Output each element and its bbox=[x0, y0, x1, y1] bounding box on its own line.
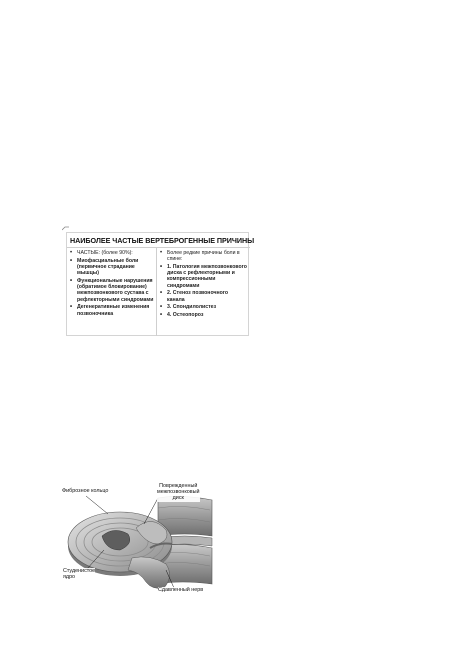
table-column-frequent bbox=[67, 248, 157, 336]
corner-mark-icon bbox=[62, 226, 69, 231]
label-annulus: Фиброзное кольцо bbox=[62, 488, 109, 494]
label-line: Поврежденный bbox=[159, 483, 198, 489]
list-item bbox=[159, 264, 247, 289]
list-item: • ЧАСТЫЕ: (более 90%): bbox=[69, 250, 154, 256]
item-text: Патология межпозвонкового диска с рефлекторными и компрессионными синдромами bbox=[167, 264, 247, 289]
causes-table bbox=[66, 232, 255, 336]
list-item bbox=[159, 312, 247, 318]
list-item: • Дегенеративные изменения позвоночника bbox=[69, 304, 154, 316]
item-number: 3. bbox=[167, 304, 172, 311]
item-text: Стеноз позвоночного канала bbox=[167, 290, 229, 303]
item-number: 4. bbox=[167, 312, 172, 319]
item-text: Спондилолистез bbox=[172, 304, 217, 311]
list-item: • Функциональные нарушения (обратимое блокирование) межпозвонкового сустава с рефлекторными синдромами bbox=[69, 278, 154, 303]
label-nerve: Сдавленный нерв bbox=[158, 587, 204, 593]
label-line: ядро bbox=[63, 574, 76, 581]
spine-illustration bbox=[62, 484, 214, 594]
item-number: 2. bbox=[167, 290, 172, 297]
table-column-rare bbox=[157, 248, 249, 336]
list-item bbox=[159, 290, 247, 302]
label-nucleus bbox=[63, 568, 95, 580]
item-number: 1. bbox=[167, 264, 172, 270]
label-line: диск bbox=[172, 494, 184, 501]
label-damaged-disc bbox=[157, 484, 200, 502]
label-line: межпозвонковый bbox=[157, 488, 200, 495]
label-line: Студенистое bbox=[63, 568, 96, 574]
item-text: Остеопороз bbox=[172, 312, 204, 319]
list-item: • Миофасциальные боли (первичное страдание мышцы) bbox=[69, 258, 154, 277]
list-item: • Более редкие причины боли в спине: bbox=[159, 250, 247, 262]
table-title: НАИБОЛЕЕ ЧАСТЫЕ ВЕРТЕБРОГЕННЫЕ ПРИЧИНЫ bbox=[67, 233, 250, 248]
list-item bbox=[159, 304, 247, 310]
